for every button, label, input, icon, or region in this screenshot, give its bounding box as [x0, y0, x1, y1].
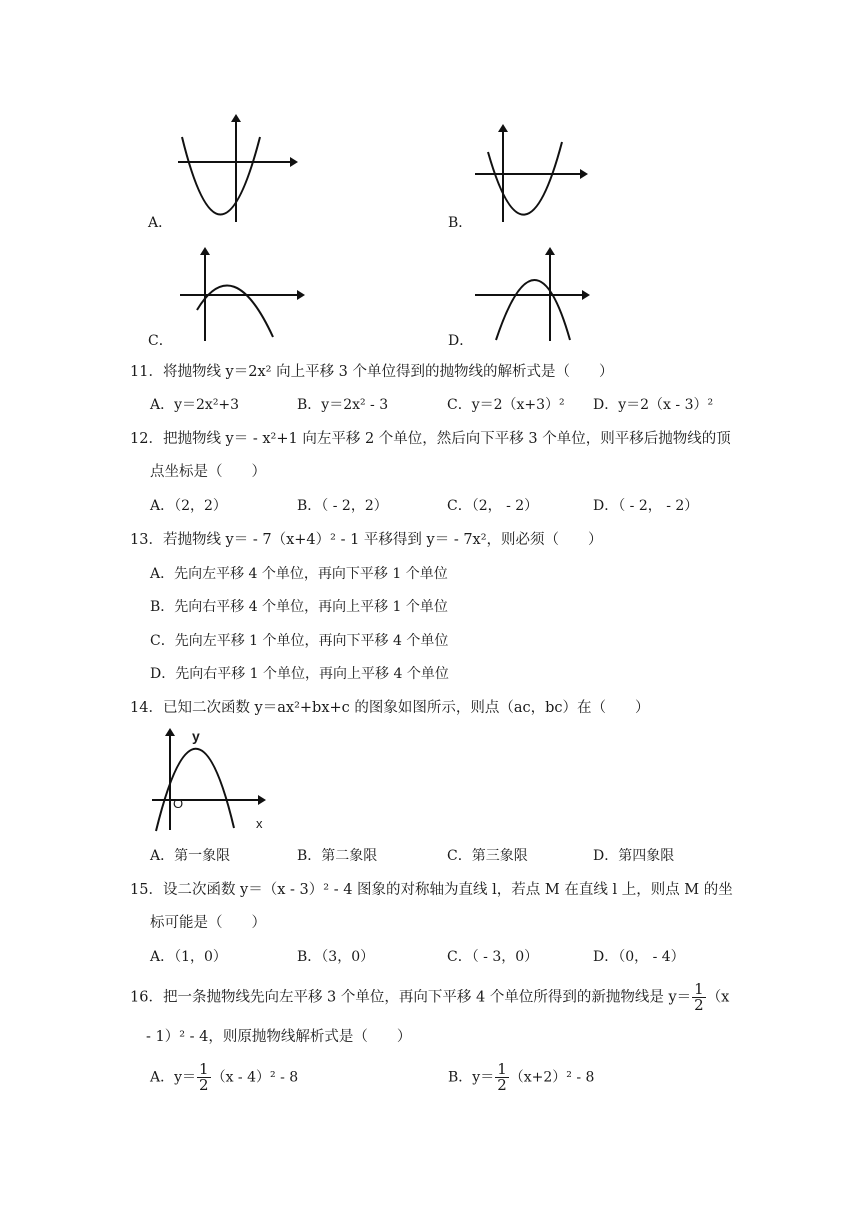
graph-label-a: A． [148, 215, 173, 231]
question-11-stem: 11．将抛物线 y＝2x² 向上平移 3 个单位得到的抛物线的解析式是（ ） [130, 364, 614, 380]
question-12-stem-line2: 点坐标是（ ） [150, 464, 266, 480]
q11-option-d: D．y＝2（x - 3）² [593, 397, 714, 413]
q11-option-b: B．y＝2x² - 3 [297, 397, 389, 413]
q11-option-c: C．y＝2（x+3）² [447, 397, 565, 413]
graph-label-b: B． [448, 215, 473, 231]
q16-frac-den: 2 [694, 996, 704, 1014]
q16-option-a-fraction [197, 1062, 211, 1093]
question-13-stem: 13．若抛物线 y＝ - 7（x+4）² - 1 平移得到 y＝ - 7x²，则必须（ ） [130, 532, 603, 548]
graph-option-b [470, 122, 590, 227]
q13-option-d: D．先向右平移 1 个单位，再向上平移 4 个单位 [150, 666, 449, 682]
q12-option-b: B．（ - 2，2） [297, 498, 388, 514]
q13-option-c: C．先向左平移 1 个单位，再向下平移 4 个单位 [150, 633, 449, 649]
graph-option-d [470, 245, 595, 345]
question-12-stem-line1: 12．把抛物线 y＝ - x²+1 向左平移 2 个单位，然后向下平移 3 个单位，则平移后抛物线的顶 [130, 431, 731, 447]
q12-option-a: A．（2，2） [150, 498, 227, 514]
graph-option-c [175, 245, 310, 345]
q16-frac-num: 1 [694, 980, 704, 998]
q16-fraction [692, 982, 706, 1013]
q16-option-b [448, 1062, 594, 1093]
q15-option-b: B．（3，0） [297, 949, 375, 965]
graph-label-d: D． [448, 333, 474, 349]
q16-option-a-den: 2 [199, 1076, 209, 1094]
q16-option-b-num: 1 [497, 1060, 507, 1078]
q16-option-b-fraction [495, 1062, 509, 1093]
q16-option-a-num: 1 [199, 1060, 209, 1078]
question-16-stem-line2: - 1）² - 4，则原抛物线解析式是（ ） [146, 1029, 412, 1045]
q16-stem-tail: （x [706, 989, 730, 1006]
q16-option-b-den: 2 [497, 1076, 507, 1094]
q14-option-b: B．第二象限 [297, 848, 378, 864]
q13-option-b: B．先向右平移 4 个单位，再向上平移 1 个单位 [150, 599, 448, 615]
q15-option-a: A．（1，0） [150, 949, 227, 965]
q15-option-d: D．（0， - 4） [593, 949, 685, 965]
q11-option-a: A．y＝2x²+3 [150, 397, 240, 413]
q16-option-a-suffix: （x - 4）² - 8 [211, 1069, 299, 1086]
question-16-stem-line1 [130, 982, 729, 1013]
q14-option-c: C．第三象限 [447, 848, 528, 864]
q16-option-b-prefix: B．y＝ [448, 1069, 495, 1086]
question-15-stem-line2: 标可能是（ ） [150, 915, 266, 931]
graph-question-14 [148, 728, 273, 833]
question-14-stem: 14．已知二次函数 y＝ax²+bx+c 的图象如图所示，则点（ac，bc）在（ ） [130, 700, 650, 716]
q14-origin-label: O [173, 796, 184, 811]
q12-option-d: D．（ - 2， - 2） [593, 498, 699, 514]
q16-option-a-prefix: A．y＝ [150, 1069, 197, 1086]
graph-option-a [170, 112, 300, 227]
q14-option-d: D．第四象限 [593, 848, 675, 864]
q14-option-a: A．第一象限 [150, 848, 231, 864]
q13-option-a: A．先向左平移 4 个单位，再向下平移 1 个单位 [150, 566, 448, 582]
q16-stem-text: 16．把一条抛物线先向左平移 3 个单位，再向下平移 4 个单位所得到的新抛物线是 y＝ [130, 989, 692, 1006]
q14-y-axis-label: y [192, 728, 200, 744]
question-15-stem-line1: 15．设二次函数 y＝（x - 3）² - 4 图象的对称轴为直线 l，若点 M 在直线 l 上，则点 M 的坐 [130, 882, 733, 898]
q12-option-c: C．（2， - 2） [447, 498, 539, 514]
graph-label-c: C． [148, 333, 173, 349]
q16-option-b-suffix: （x+2）² - 8 [509, 1069, 595, 1086]
q15-option-c: C．（ - 3，0） [447, 949, 539, 965]
q14-x-axis-label: x [256, 816, 263, 831]
q16-option-a [150, 1062, 298, 1093]
